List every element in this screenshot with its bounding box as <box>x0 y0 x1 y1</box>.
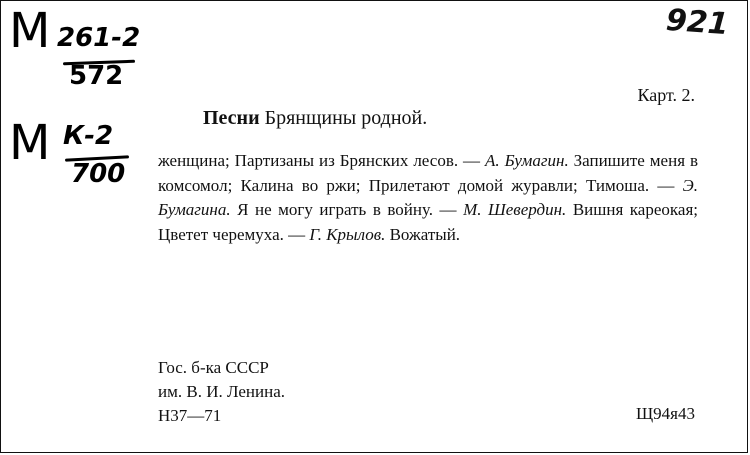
library-info <box>158 356 285 428</box>
shelf-mark-1-letter: М <box>9 3 49 59</box>
author-name: Э. Бумагина. <box>158 175 698 219</box>
library-line-2: им. В. И. Ленина. <box>158 382 286 401</box>
title-bold: Песни <box>203 107 260 129</box>
title-rest: Брянщины родной. <box>259 107 428 129</box>
shelf-mark-1-top: 261-2 <box>57 23 141 53</box>
library-line-1: Гос. б-ка СССР <box>158 358 269 377</box>
body-seg: Вишня кареокая; Цветет черемуха. — <box>158 200 698 244</box>
library-line-3: Н37—71 <box>158 406 222 425</box>
classification-code: Щ94я43 <box>636 404 695 423</box>
shelf-mark-2-bottom: 700 <box>71 159 126 189</box>
shelf-mark-2-letter: М <box>9 115 49 171</box>
author-name: А. Бумагин. <box>485 151 569 170</box>
corner-number: 921 <box>665 2 731 43</box>
body-seg: Вожатый. <box>385 224 461 244</box>
shelf-mark-1-bottom: 572 <box>69 61 124 91</box>
body-seg: Запишите меня в комсомол; Калина во ржи; Прилетают домой журавли; Тимоша. — <box>158 151 698 195</box>
author-name: М. Шевердин. <box>463 200 567 219</box>
card-number: Карт. 2. <box>637 85 695 105</box>
body-seg: женщина; Партизаны из Брянских лесов. — <box>158 151 485 170</box>
body-seg: Я не могу играть в войну. — <box>230 200 464 219</box>
author-name: Г. Крылов. <box>309 224 386 244</box>
card-title <box>203 107 427 130</box>
card-body <box>158 149 698 247</box>
shelf-mark-2-top: К-2 <box>63 121 114 151</box>
